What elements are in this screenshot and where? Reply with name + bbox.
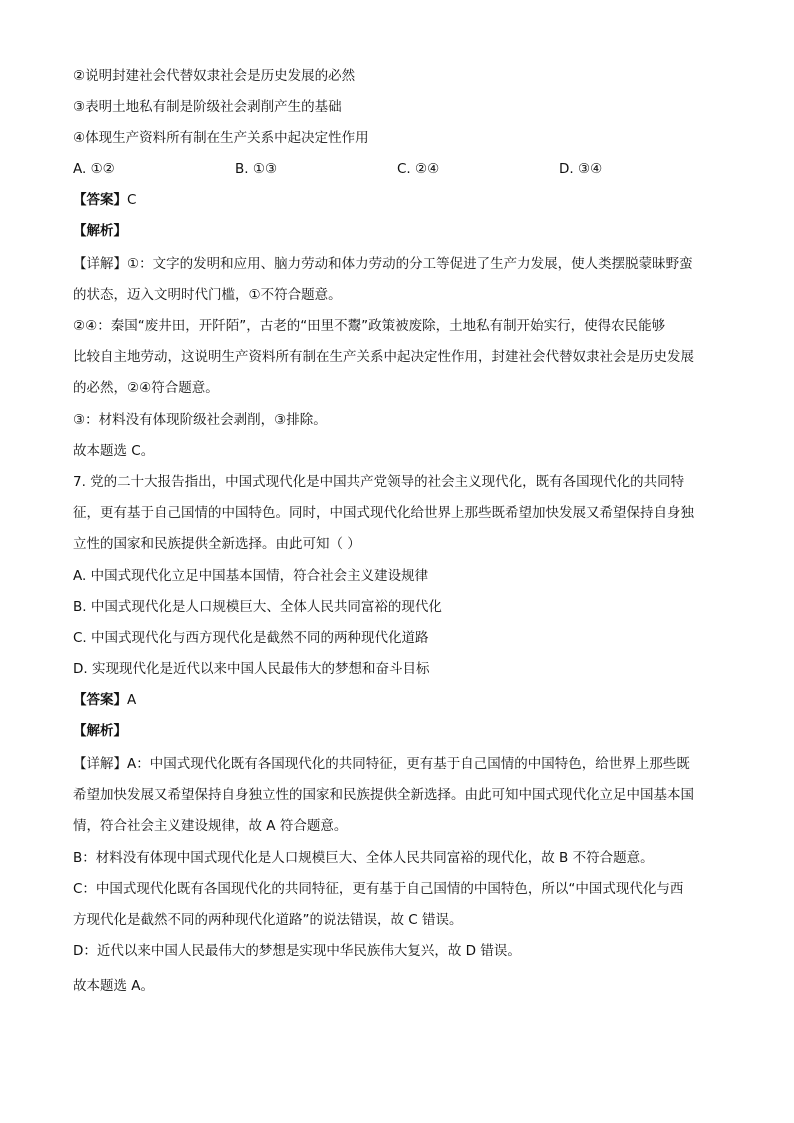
q7-option-b: B. 中国式现代化是人口规模巨大、全体人民共同富裕的现代化: [73, 599, 442, 615]
q7-detail-line-2: 希望加快发展又希望保持自身独立性的国家和民族提供全新选择。由此可知中国式现代化立足中国基本国: [73, 787, 694, 803]
q7-option-d: D. 实现现代化是近代以来中国人民最伟大的梦想和奋斗目标: [73, 661, 430, 677]
q6-answer-label: 【答案】: [73, 192, 127, 208]
q6-detail-line-3: ②④：秦国“废井田，开阡陌”，古老的“田里不鬻”政策被废除，土地私有制开始实行，使得农民能够: [73, 318, 666, 334]
q6-option-c: C. ②④: [397, 161, 440, 177]
q7-conclusion: 故本题选 A。: [73, 978, 155, 994]
q6-answer: [73, 190, 723, 210]
q7-option-c: C. 中国式现代化与西方现代化是截然不同的两种现代化道路: [73, 630, 429, 646]
q7-detail-line-6: 方现代化是截然不同的两种现代化道路”的说法错误，故 C 错误。: [73, 912, 463, 928]
q7-answer-value: A: [127, 692, 137, 708]
q6-answer-value: C: [127, 192, 137, 208]
q6-option-a: A. ①②: [73, 161, 115, 177]
q7-analysis-label: 【解析】: [73, 723, 127, 739]
q7-answer: [73, 690, 723, 710]
q6-statement-3: ③表明土地私有制是阶级社会剥削产生的基础: [73, 99, 342, 115]
q6-option-b: B. ①③: [235, 161, 278, 177]
q6-detail-line-2: 的状态，迈入文明时代门槛，①不符合题意。: [73, 287, 342, 303]
q7-detail-line-7: D：近代以来中国人民最伟大的梦想是实现中华民族伟大复兴，故 D 错误。: [73, 943, 521, 959]
q7-option-a: A. 中国式现代化立足中国基本国情，符合社会主义建设规律: [73, 568, 429, 584]
q6-statement-2: ②说明封建社会代替奴隶社会是历史发展的必然: [73, 68, 356, 84]
q7-detail-line-3: 情，符合社会主义建设规律，故 A 符合题意。: [73, 818, 348, 834]
q6-conclusion: 故本题选 C。: [73, 443, 155, 459]
q7-stem-line-3: 立性的国家和民族提供全新选择。由此可知（ ）: [73, 536, 361, 552]
q6-detail-line-5: 的必然，②④符合题意。: [73, 380, 219, 396]
q7-answer-label: 【答案】: [73, 692, 127, 708]
q6-options: [73, 159, 723, 179]
q6-analysis-label: 【解析】: [73, 223, 127, 239]
q6-detail-line-1: 【详解】①：文字的发明和应用、脑力劳动和体力劳动的分工等促进了生产力发展，使人类摆脱蒙昧野蛮: [73, 256, 693, 272]
q6-option-d: D. ③④: [559, 161, 603, 177]
q7-detail-line-1: 【详解】A：中国式现代化既有各国现代化的共同特征，更有基于自己国情的中国特色，给世界上那些既: [73, 756, 690, 772]
q6-detail-line-4: 比较自主地劳动，这说明生产资料所有制在生产关系中起决定性作用，封建社会代替奴隶社会是历史发展: [73, 349, 694, 365]
q7-detail-line-4: B：材料没有体现中国式现代化是人口规模巨大、全体人民共同富裕的现代化，故 B 不符合题意。: [73, 850, 654, 866]
q6-detail-line-6: ③：材料没有体现阶级社会剥削，③排除。: [73, 412, 327, 428]
q6-statement-4: ④体现生产资料所有制在生产关系中起决定性作用: [73, 130, 369, 146]
q7-stem-line-1: 7. 党的二十大报告指出，中国式现代化是中国共产党领导的社会主义现代化，既有各国现代化的共同特: [73, 474, 685, 490]
q7-stem-line-2: 征，更有基于自己国情的中国特色。同时，中国式现代化给世界上那些既希望加快发展又希望保持自身独: [73, 505, 694, 521]
q7-detail-line-5: C：中国式现代化既有各国现代化的共同特征，更有基于自己国情的中国特色，所以“中国式现代化与西: [73, 881, 684, 897]
